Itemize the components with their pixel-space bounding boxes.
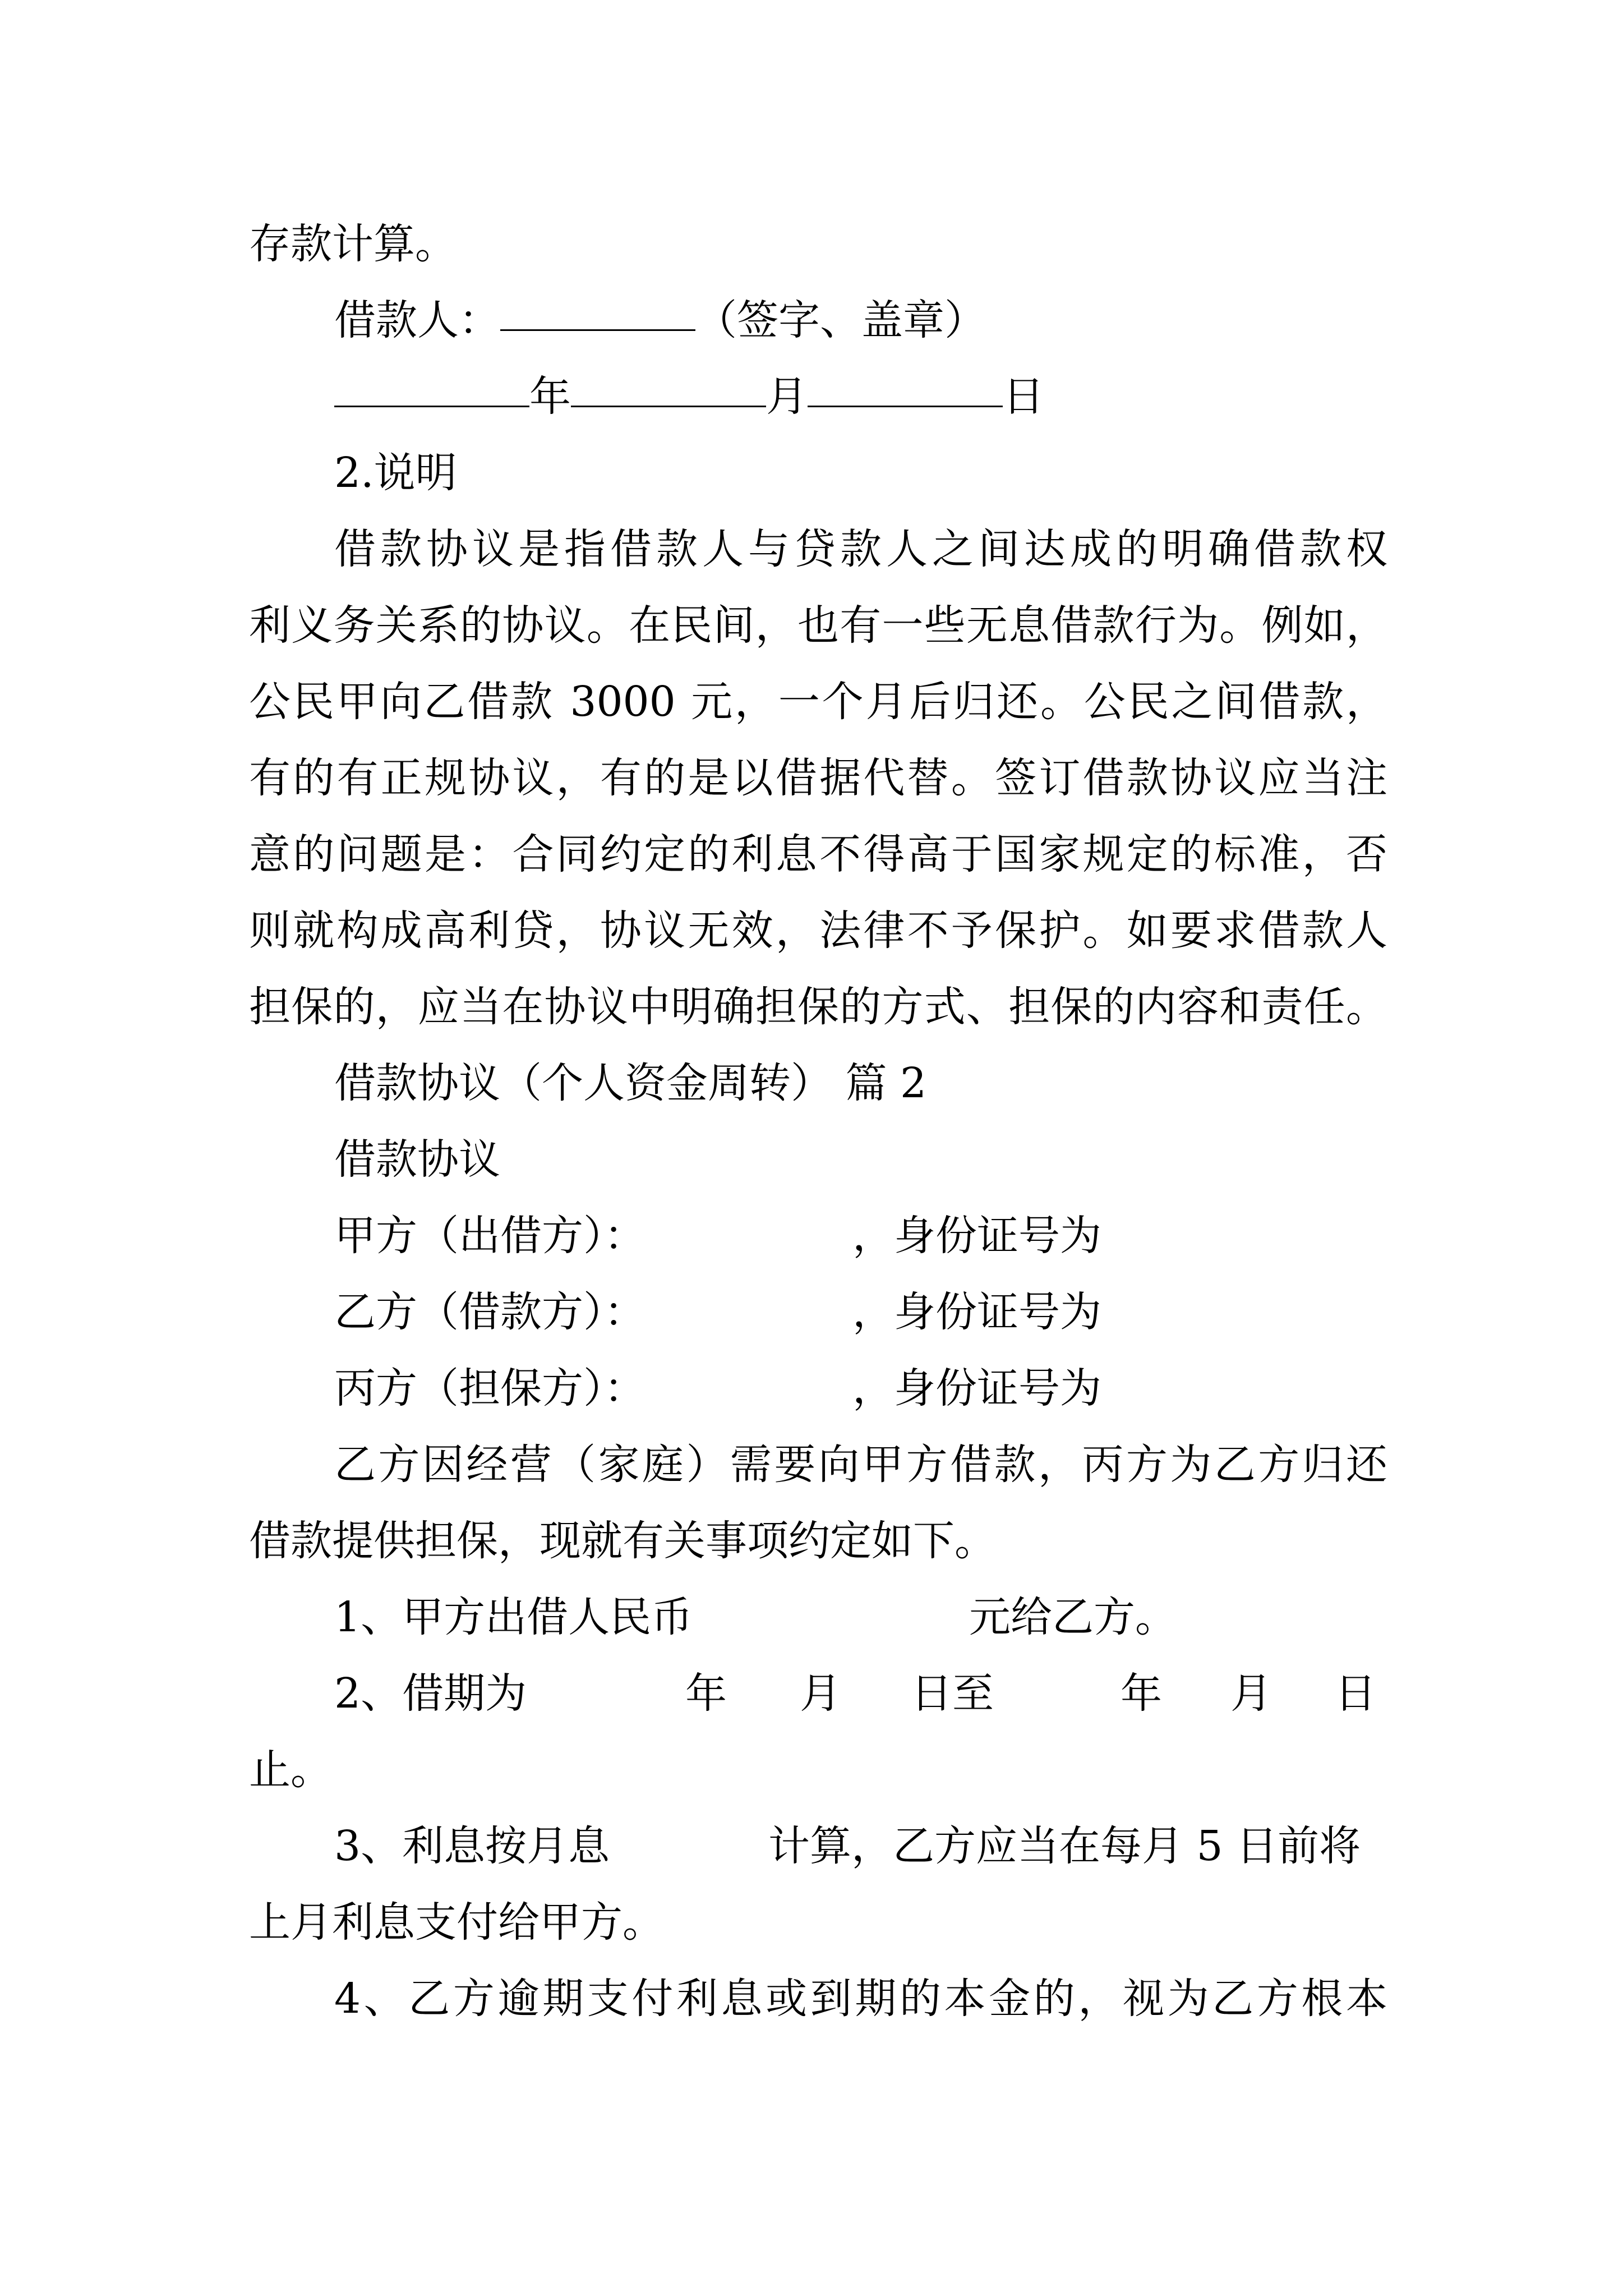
clause-2-line [334,1655,1387,1732]
borrower-signature-line [334,282,1387,359]
paragraph-line [249,1502,1387,1580]
id-label: ，身份证号为 [852,1288,1101,1336]
signature-note: （签字、盖章） [695,296,986,344]
start-day: 日至 [911,1669,994,1718]
heading-text: 2.说明 [334,449,457,497]
day-label: 日 [1003,372,1044,421]
paragraph-line: 利义务关系的协议。在民间，也有一些无息借款行为。例如， [249,601,1387,650]
title-text: 借款协议（个人资金周转） 篇 2 [334,1059,927,1107]
end-month: 月 [1230,1669,1272,1718]
clause-2-text: 2、借期为 [334,1669,527,1718]
party-c-line [334,1350,1387,1427]
id-label: ，身份证号为 [852,1212,1101,1260]
clause-1-end: 元给乙方。 [969,1593,1177,1641]
year-blank[interactable] [334,372,529,407]
paragraph-line: 乙方因经营（家庭）需要向甲方借款，丙方为乙方归还 [334,1441,1387,1489]
paragraph-line [249,1884,1387,1961]
id-label: ，身份证号为 [852,1364,1101,1412]
clause-3-text: 3、利息按月息 [334,1822,610,1870]
text: 借款提供担保，现就有关事项约定如下。 [249,1517,996,1565]
title-text: 借款协议 [334,1135,500,1184]
month-blank[interactable] [571,372,766,407]
borrower-label: 借款人： [334,296,500,344]
year-label: 年 [529,372,571,421]
paragraph-line [249,205,1387,283]
paragraph-line: 借款协议是指借款人与贷款人之间达成的明确借款权 [334,525,1387,573]
party-c-label: 丙方（担保方）： [334,1364,645,1412]
paragraph-line: 有的有正规协议，有的是以借据代替。签订借款协议应当注 [249,754,1387,802]
clause-3-end: 计算，乙方应当在每月 5 日前将 [768,1822,1361,1870]
party-a-label: 甲方（出借方）： [334,1212,645,1260]
section-title [334,1045,1387,1122]
start-year: 年 [685,1669,727,1718]
clause-3-line [334,1807,1387,1885]
end-year: 年 [1121,1669,1162,1718]
party-b-line [334,1273,1387,1351]
paragraph-line: 担保的，应当在协议中明确担保的方式、担保的内容和责任。 [249,983,1387,1031]
section-heading [334,434,1387,512]
paragraph-line [249,1731,1387,1809]
end-day: 日 [1335,1669,1376,1718]
clause-1-text: 1、甲方出借人民币 [334,1593,693,1641]
month-label: 月 [766,372,808,421]
party-b-label: 乙方（借款方）： [334,1288,645,1336]
paragraph-line: 公民甲向乙借款 3000 元，一个月后归还。公民之间借款， [249,678,1387,726]
agreement-title [334,1121,1387,1198]
paragraph-line: 则就构成高利贷，协议无效，法律不予保护。如要求借款人 [249,907,1387,955]
text: 上月利息支付给甲方。 [249,1898,664,1947]
party-a-line [334,1197,1387,1274]
clause-1-line [334,1579,1387,1656]
day-blank[interactable] [808,372,1003,407]
text: 止。 [249,1746,332,1794]
text: 存款计算。 [249,220,457,268]
paragraph-line: 意的问题是：合同约定的利息不得高于国家规定的标准，否 [249,830,1387,878]
date-line [334,358,1387,435]
start-month: 月 [800,1669,841,1718]
signature-blank[interactable] [500,296,695,331]
paragraph-line: 4、乙方逾期支付利息或到期的本金的，视为乙方根本 [334,1975,1387,2023]
